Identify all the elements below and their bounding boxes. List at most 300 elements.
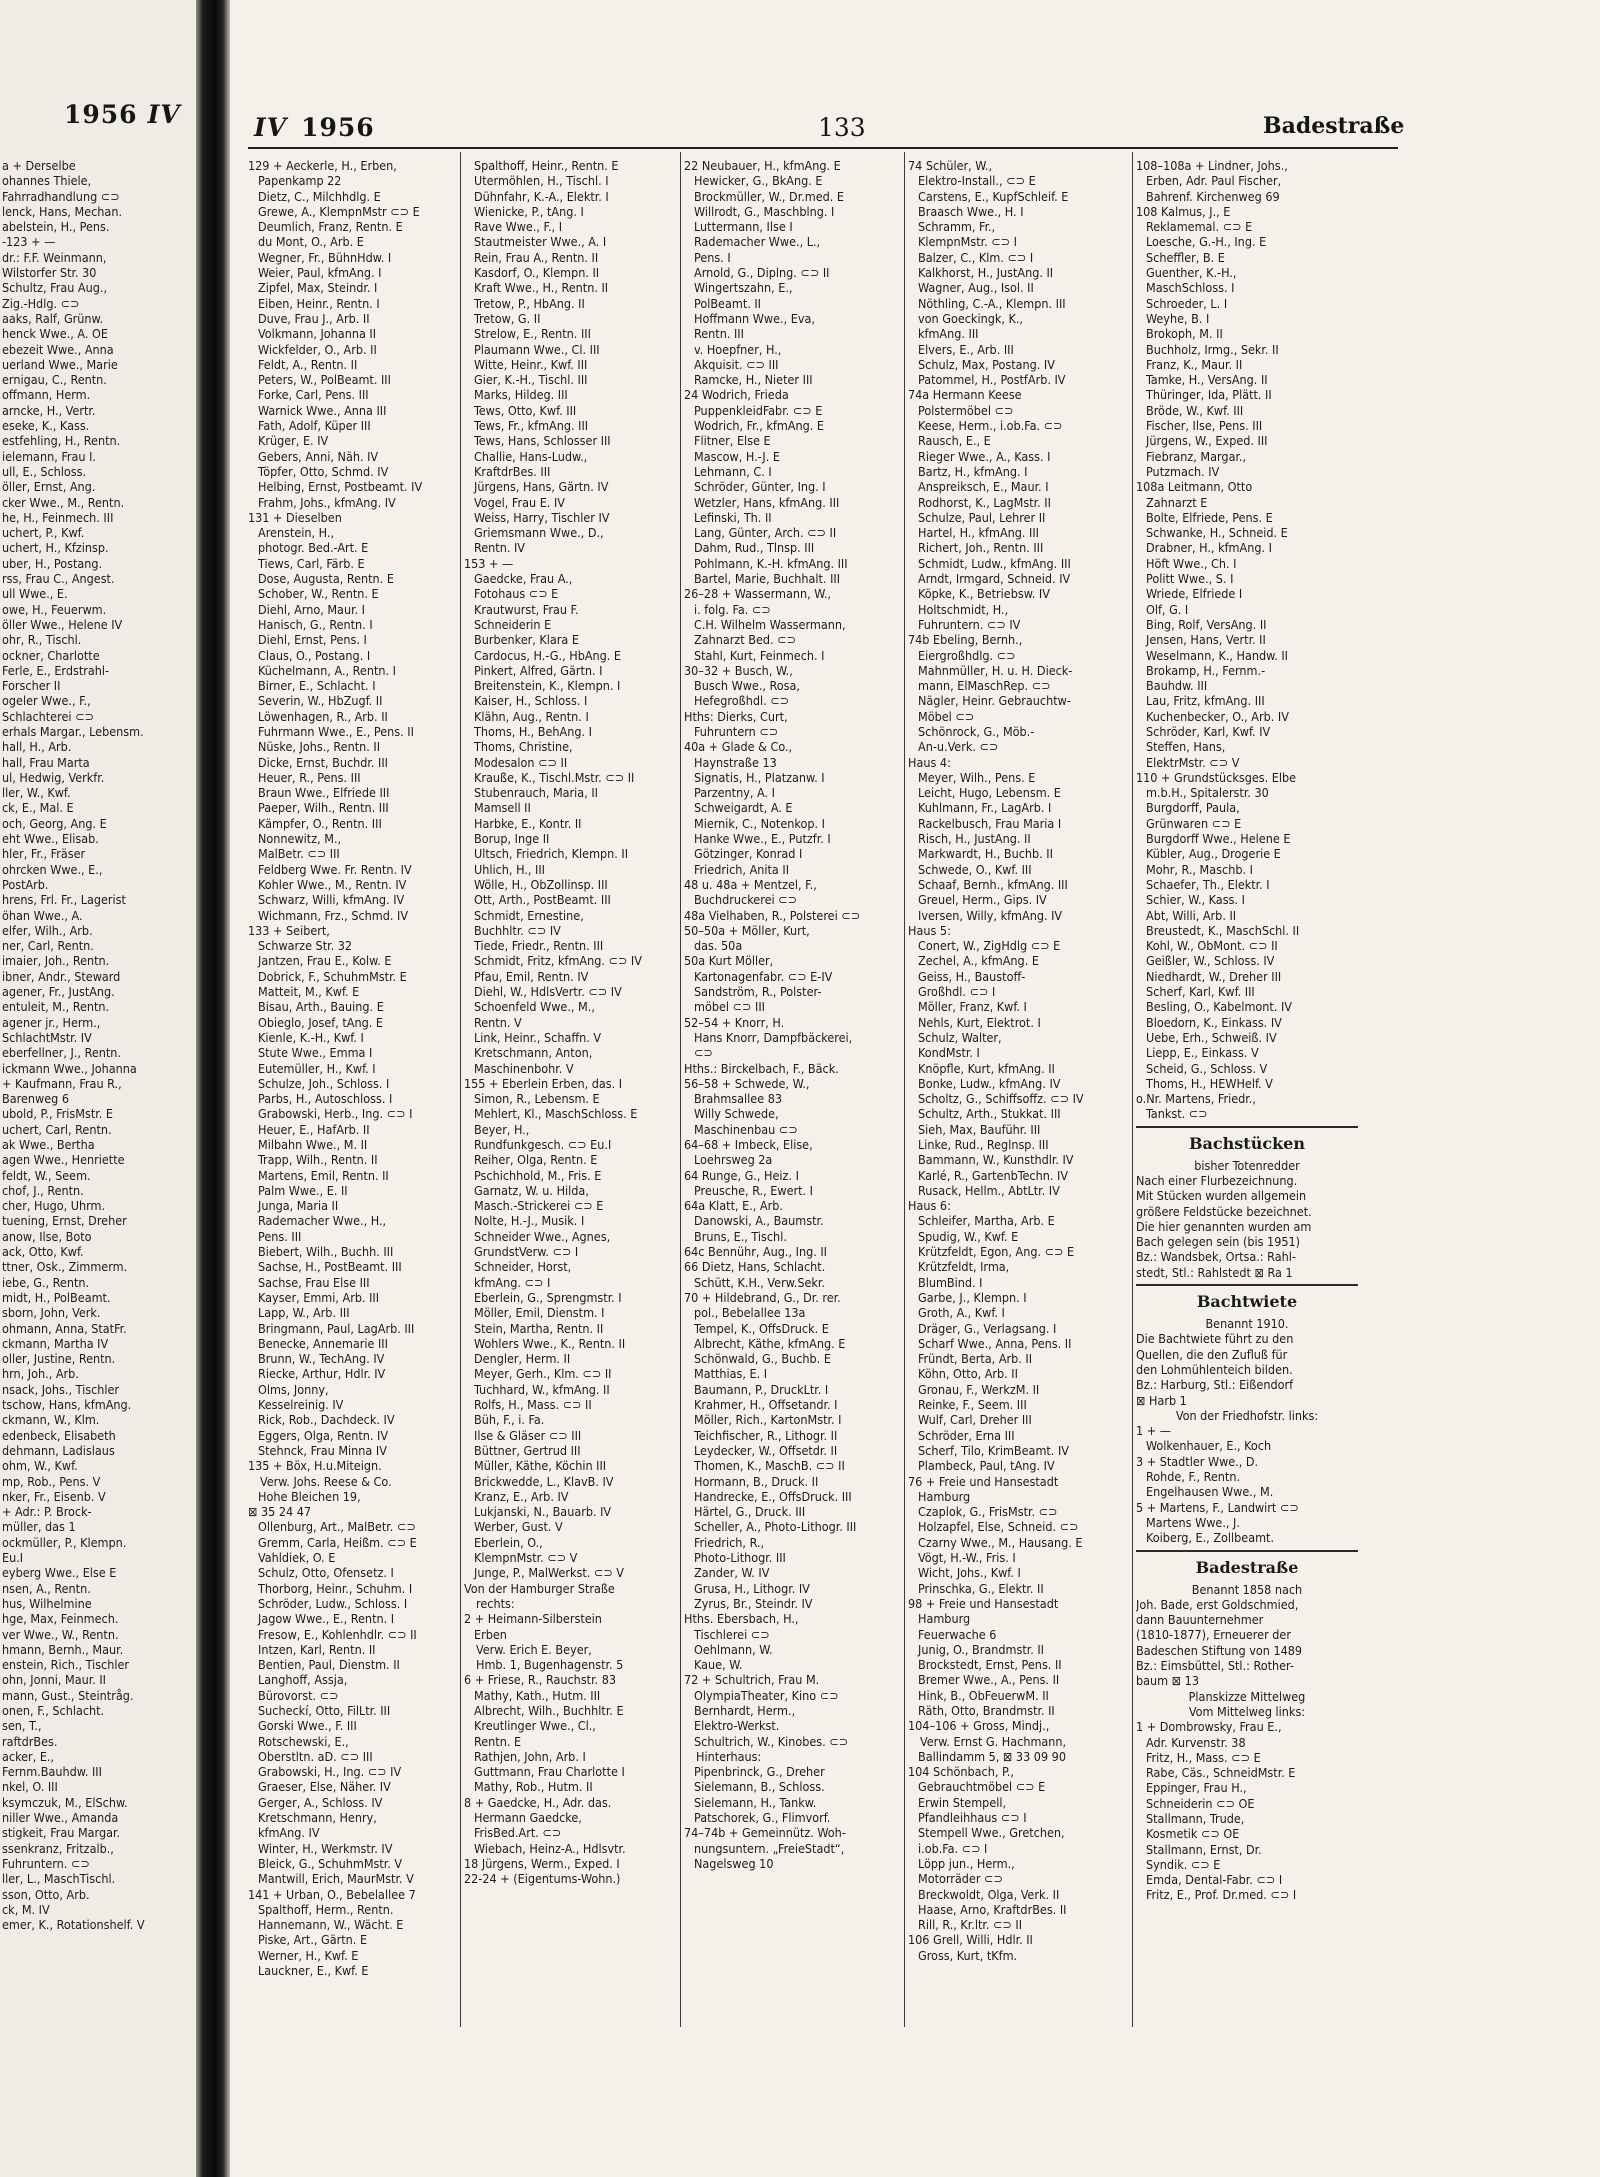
directory-entry-line: Warnick Wwe., Anna III [258, 402, 387, 418]
directory-entry-line: Patschorek, G., Flimvorf. [694, 1810, 831, 1826]
directory-entry-line: Pfandleihhaus ⊂⊃ I [918, 1810, 1027, 1826]
directory-entry-line: Link, Heinr., Schaffn. V [474, 1029, 602, 1045]
directory-entry-line: Arenstein, H., [258, 525, 335, 541]
directory-entry-line: Keese, Herm., i.ob.Fa. ⊂⊃ [918, 418, 1063, 434]
directory-entry-line: Rill, R., Kr.ltr. ⊂⊃ II [918, 1917, 1023, 1933]
directory-entry-line: Kasdorf, O., Klempn. II [474, 265, 600, 281]
directory-entry-line: Bach gelegen sein (bis 1951) [1136, 1234, 1301, 1250]
directory-entry-line: Hanisch, G., Rentn. I [258, 616, 373, 632]
directory-entry-line: Bruns, E., Tischl. [694, 1228, 787, 1244]
directory-entry-line: Götzinger, Konrad I [694, 846, 803, 862]
directory-entry-line: 70 + Hildebrand, G., Dr. rer. [684, 1289, 841, 1305]
directory-entry-line: Milbahn Wwe., M. II [258, 1137, 368, 1152]
directory-entry-line: Schier, W., Kass. I [1146, 892, 1245, 908]
directory-entry-line: Benannt 1910. [1205, 1316, 1289, 1332]
directory-entry-line: hmann, Bernh., Maur. [2, 1641, 124, 1657]
directory-entry-line: Schönrock, G., Möb.- [918, 723, 1035, 739]
directory-entry-line: arncke, H., Vertr. [2, 402, 96, 418]
directory-entry-line: größere Feldstücke bezeichnet. [1136, 1203, 1312, 1219]
directory-entry-line: Fuhruntern. ⊂⊃ IV [918, 616, 1021, 632]
directory-entry-line: Putzmach. IV [1146, 463, 1220, 479]
directory-entry-line: Küchelmann, A., Rentn. I [258, 662, 396, 678]
directory-entry-line: 74–74b + Gemeinnütz. Woh- [684, 1825, 846, 1841]
directory-entry-line: kfmAng. IV [258, 1825, 320, 1841]
directory-entry-line: Intzen, Karl, Rentn. II [258, 1641, 376, 1657]
directory-entry-line: Fründt, Berta, Arb. II [918, 1351, 1033, 1367]
directory-entry-line: Wagner, Aug., Isol. II [918, 280, 1034, 296]
directory-entry-line: 64 Runge, G., Heiz. I [684, 1167, 799, 1183]
directory-entry-line: Uhlich, H., III [474, 861, 545, 877]
directory-entry-line: Strelow, E., Rentn. III [474, 326, 591, 342]
directory-entry-line: Bing, Rolf, VersAng. II [1146, 616, 1267, 632]
directory-entry-line: 3 + Stadtler Wwe., D. [1136, 1453, 1259, 1469]
directory-entry-line: ubold, P., FrisMstr. E [2, 1106, 113, 1122]
directory-entry-line: Deumlich, Franz, Rentn. E [258, 219, 403, 235]
directory-entry-line: nsack, Johs., Tischler [2, 1381, 120, 1397]
directory-entry-line: Prinschka, G., Elektr. II [918, 1580, 1044, 1596]
directory-entry-line: Schwanke, H., Schneid. E [1146, 525, 1288, 541]
directory-entry-line: Wölle, H., ObZollinsp. III [474, 876, 608, 892]
directory-entry-line: Masch.-Strickerei ⊂⊃ E [474, 1198, 604, 1214]
directory-entry-line: Haus 4: [908, 754, 951, 770]
directory-entry-line: Fath, Adolf, Küper III [258, 418, 371, 434]
directory-entry-line: Biebert, Wilh., Buchh. III [258, 1244, 394, 1260]
directory-entry-line: Franz, K., Maur. II [1146, 356, 1243, 372]
directory-column-5 [1136, 158, 1358, 1988]
directory-entry-line: Stallmann, Trude, [1146, 1810, 1245, 1826]
directory-entry-line: 1 + — [1136, 1423, 1171, 1439]
directory-entry-line: Bz.: Eimsbüttel, Stl.: Rother- [1136, 1658, 1294, 1674]
directory-entry-line: Reinke, F., Seem. III [918, 1397, 1027, 1413]
directory-entry-line: acker, E., [2, 1748, 55, 1764]
directory-entry-line: dr.: F.F. Weinmann, [2, 249, 107, 265]
directory-entry-line: Barenweg 6 [2, 1091, 69, 1107]
directory-entry-line: Tretow, G. II [474, 310, 541, 326]
directory-entry-line: Kreutlinger Wwe., Cl., [474, 1718, 596, 1734]
directory-entry-line: Gremm, Carla, Heißm. ⊂⊃ E [258, 1534, 417, 1550]
directory-entry-line: FrisBed.Art. ⊂⊃ [474, 1825, 562, 1841]
directory-entry-line: Winter, H., Werkmstr. IV [258, 1840, 393, 1856]
directory-entry-line: Thomen, K., MaschB. ⊂⊃ II [694, 1458, 845, 1474]
directory-entry-line: 5 + Martens, F., Landwirt ⊂⊃ [1136, 1499, 1299, 1515]
left-header-year: 1956 [64, 100, 138, 129]
directory-entry-line: Rathjen, John, Arb. I [474, 1748, 586, 1764]
directory-entry-line: Gross, Kurt, tKfm. [918, 1947, 1018, 1963]
directory-entry-line: Verw. Ernst G. Hachmann, [920, 1733, 1067, 1749]
directory-entry-line: KlempnMstr. ⊂⊃ V [474, 1550, 578, 1566]
directory-entry-line: 6 + Friese, R., Rauchstr. 83 [464, 1672, 617, 1688]
directory-entry-line: Lehmann, C. I [694, 463, 772, 479]
directory-entry-line: Bammann, W., Kunsthdlr. IV [918, 1152, 1074, 1168]
directory-entry-line: Schwede, O., Kwf. III [918, 861, 1032, 877]
directory-entry-line: Dühnfahr, K.-A., Elektr. I [474, 188, 609, 204]
directory-entry-line: henck Wwe., A. OE [2, 326, 108, 342]
directory-entry-line: Forke, Carl, Pens. III [258, 387, 369, 403]
directory-entry-line: Dahm, Rud., Tlnsp. III [694, 540, 815, 556]
directory-entry-line: Erben, Adr. Paul Fischer, [1146, 173, 1282, 189]
directory-entry-line: Thoms, Christine, [474, 739, 573, 755]
directory-entry-line: Buchholz, Irmg., Sekr. II [1146, 341, 1279, 357]
directory-entry-line: Rabe, Cäs., SchneidMstr. E [1146, 1765, 1296, 1781]
directory-entry-line: Kraft Wwe., H., Rentn. II [474, 280, 609, 296]
directory-entry-line: Nehls, Kurt, Elektrot. I [918, 1014, 1041, 1030]
directory-entry-line: Grünwaren ⊂⊃ E [1146, 815, 1242, 831]
directory-entry-line: Kohler Wwe., M., Rentn. IV [258, 876, 407, 892]
directory-entry-line: Breckwoldt, Olga, Verk. II [918, 1886, 1060, 1902]
directory-entry-line: ⊠ Harb 1 [1136, 1392, 1187, 1408]
directory-entry-line: Buchdruckerei ⊂⊃ [694, 892, 798, 908]
directory-entry-line: Karlé, R., GartenbTechn. IV [918, 1167, 1069, 1183]
column-divider [904, 152, 905, 2027]
directory-entry-line: Wicht, Johs., Kwf. I [918, 1565, 1021, 1581]
directory-entry-line: Tiede, Friedr., Rentn. III [474, 938, 604, 954]
directory-entry-line: ck, M. IV [2, 1901, 50, 1917]
directory-entry-line: Scholtz, G., Schiffsoffz. ⊂⊃ IV [918, 1091, 1084, 1107]
directory-entry-line: Weiss, Harry, Tischler IV [474, 509, 610, 525]
directory-entry-line: 72 + Schultrich, Frau M. [684, 1672, 820, 1688]
directory-entry-line: mann, ElMaschRep. ⊂⊃ [918, 678, 1051, 694]
directory-entry-line: Beyer, H., [474, 1121, 530, 1137]
directory-entry-line: Papenkamp 22 [258, 173, 342, 189]
directory-entry-line: 56–58 + Schwede, W., [684, 1075, 810, 1091]
directory-entry-line: Helbing, Ernst, Postbeamt. IV [258, 479, 423, 495]
directory-entry-line: Die Bachtwiete führt zu den [1136, 1331, 1294, 1347]
directory-entry-line: Jantzen, Frau E., Kolw. E [258, 953, 392, 969]
directory-entry-line: Hohe Bleichen 19, [258, 1488, 361, 1504]
directory-entry-line: Schmidt, Fritz, kfmAng. ⊂⊃ IV [474, 953, 642, 969]
directory-entry-line: Brokoph, M. II [1146, 326, 1223, 342]
directory-entry-line: Severin, W., HbZugf. II [258, 693, 383, 709]
directory-entry-line: Buchhltr. ⊂⊃ IV [474, 922, 561, 938]
directory-entry-line: Sachse, H., PostBeamt. III [258, 1259, 402, 1275]
directory-entry-line: ohn, Jonni, Maur. II [2, 1672, 106, 1688]
directory-entry-line: 64a Klatt, E., Arb. [684, 1198, 783, 1214]
directory-entry-line: (1810-1877), Erneuerer der [1136, 1627, 1291, 1643]
directory-entry-line: Fritz, H., Mass. ⊂⊃ E [1146, 1749, 1261, 1765]
directory-entry-line: Photo-Lithogr. III [694, 1550, 786, 1566]
directory-entry-line: cher, Hugo, Uhrm. [2, 1198, 106, 1214]
directory-entry-line: offmann, Herm. [2, 387, 91, 403]
directory-entry-line: Stubenrauch, Maria, II [474, 785, 598, 801]
directory-entry-line: Mascow, H.-J. E [694, 448, 780, 464]
directory-entry-line: Die hier genannten wurden am [1136, 1218, 1312, 1234]
directory-entry-line: Schönwald, G., Buchb. E [694, 1351, 831, 1367]
directory-entry-line: Hmb. 1, Bugenhagenstr. 5 [476, 1657, 624, 1673]
section-rule [1136, 1550, 1358, 1552]
directory-entry-line: Jagow Wwe., E., Rentn. I [258, 1611, 395, 1627]
directory-entry-line: Grabowski, H., Ing. ⊂⊃ IV [258, 1764, 402, 1780]
directory-entry-line: Albrecht, Wilh., Buchhltr. E [474, 1702, 624, 1718]
directory-entry-line: 135 + Böx, H.u.Miteign. [248, 1458, 382, 1474]
directory-entry-line: Bernhardt, Herm., [694, 1702, 796, 1718]
directory-entry-line: Obieglo, Josef, tAng. E [258, 1014, 384, 1030]
directory-entry-line: Fernm.Bauhdw. III [2, 1764, 102, 1780]
directory-entry-line: ller, L., MaschTischl. [2, 1871, 116, 1887]
directory-entry-line: 98 + Freie und Hansestadt [908, 1595, 1059, 1611]
directory-entry-line: Eiergroßhdlg. ⊂⊃ [918, 647, 1016, 663]
directory-entry-line: Paeper, Wilh., Rentn. III [258, 800, 389, 816]
directory-entry-line: Hartel, H., kfmAng. III [918, 525, 1039, 541]
directory-entry-line: Eu.I [2, 1550, 24, 1566]
directory-entry-line: Forscher II [2, 678, 61, 694]
directory-entry-line: Zahnarzt E [1146, 494, 1208, 510]
directory-entry-line: Zig.-Hdlg. ⊂⊃ [2, 295, 80, 311]
directory-entry-line: ak Wwe., Bertha [2, 1137, 95, 1152]
directory-entry-line: das. 50a [694, 938, 743, 954]
directory-entry-line: Braasch Wwe., H. I [918, 203, 1024, 219]
directory-entry-line: Werber, Gust. V [474, 1519, 563, 1535]
directory-entry-line: Riecke, Arthur, Hdlr. IV [258, 1366, 386, 1382]
directory-entry-line: dehmann, Ladislaus [2, 1442, 115, 1458]
directory-entry-line: Sandström, R., Polster- [694, 984, 822, 1000]
directory-entry-line: Uebe, Erh., Schweiß. IV [1146, 1029, 1277, 1045]
directory-entry-line: Schulze, Joh., Schloss. I [258, 1075, 390, 1091]
directory-entry-line: Reiher, Olga, Rentn. E [474, 1152, 598, 1168]
directory-entry-line: Simon, R., Lebensm. E [474, 1091, 600, 1107]
directory-entry-line: Hths. Ebersbach, H., [684, 1611, 799, 1627]
directory-entry-line: Engelhausen Wwe., M. [1146, 1484, 1274, 1500]
directory-entry-line: ernigau, C., Rentn. [2, 372, 107, 388]
directory-entry-line: Kienle, K.-H., Kwf. I [258, 1029, 364, 1045]
directory-entry-line: Junge, P., MalWerkst. ⊂⊃ V [474, 1565, 624, 1581]
directory-entry-line: Besling, O., Kabelmont. IV [1146, 999, 1292, 1015]
directory-entry-line: Martens Wwe., J. [1146, 1514, 1240, 1530]
directory-entry-line: Geiss, H., Baustoff- [918, 968, 1026, 984]
directory-entry-line: Schroeder, L. I [1146, 295, 1228, 311]
directory-entry-line: Rentn. IV [474, 540, 525, 556]
directory-entry-line: photogr. Bed.-Art. E [258, 540, 369, 556]
directory-entry-line: Kesselreinig. IV [258, 1397, 344, 1413]
directory-entry-line: Eiben, Heinr., Rentn. I [258, 295, 380, 311]
directory-entry-line: 141 + Urban, O., Bebelallee 7 [248, 1886, 416, 1902]
directory-entry-line: Liepp, E., Einkass. V [1146, 1045, 1259, 1061]
directory-entry-line: Benecke, Annemarie III [258, 1335, 388, 1351]
directory-entry-line: chof, J., Rentn. [2, 1182, 84, 1198]
directory-entry-line: Gerger, A., Schloss. IV [258, 1794, 383, 1810]
directory-entry-line: Luttermann, Ilse I [694, 219, 793, 235]
directory-entry-line: ⊠ 35 24 47 [248, 1504, 312, 1520]
directory-entry-line: KlempnMstr. ⊂⊃ I [918, 234, 1017, 250]
directory-entry-line: hus, Wilhelmine [2, 1595, 92, 1611]
directory-entry-line: Rausch, E., E [918, 433, 991, 449]
directory-entry-line: Pens. I [694, 249, 731, 265]
directory-entry-line: mann, Gust., Steintråg. [2, 1687, 134, 1703]
directory-entry-line: 52–54 + Knorr, H. [684, 1014, 785, 1030]
directory-entry-line: Oberstltn. aD. ⊂⊃ III [258, 1748, 373, 1764]
directory-entry-line: C.H. Wilhelm Wassermann, [694, 616, 846, 632]
directory-entry-line: Ilse & Gläser ⊂⊃ III [474, 1427, 582, 1443]
directory-entry-line: Mathy, Kath., Hutm. III [474, 1687, 601, 1703]
directory-entry-line: Parzentny, A. I [694, 785, 775, 801]
directory-entry-line: Guttmann, Frau Charlotte I [474, 1764, 625, 1780]
directory-entry-line: Syndik. ⊂⊃ E [1146, 1856, 1221, 1872]
directory-entry-line: Spalthoff, Herm., Rentn. [258, 1901, 394, 1917]
directory-entry-line: Graeser, Else, Näher. IV [258, 1779, 391, 1795]
directory-entry-line: 104–106 + Gross, Mindj., [908, 1718, 1050, 1734]
directory-entry-line: Elvers, E., Arb. III [918, 341, 1014, 357]
directory-entry-line: Hormann, B., Druck. II [694, 1473, 819, 1489]
directory-entry-line: Feldt, A., Rentn. II [258, 356, 358, 372]
directory-entry-line: Rentn. III [694, 326, 744, 342]
directory-entry-line: Rusack, Hellm., AbtLtr. IV [918, 1182, 1060, 1198]
directory-entry-line: ielemann, Frau I. [2, 448, 96, 464]
directory-entry-line: Pschichhold, M., Fris. E [474, 1167, 602, 1183]
street-running-head: Badestraße [1263, 113, 1405, 139]
directory-entry-line: 50a Kurt Möller, [684, 953, 774, 969]
column-divider [1132, 152, 1133, 2027]
directory-entry-line: cker Wwe., M., Rentn. [2, 494, 125, 510]
directory-entry-line: Räth, Otto, Brandmstr. II [918, 1702, 1055, 1718]
directory-entry-line: Schulze, Paul, Lehrer II [918, 509, 1046, 525]
directory-entry-line: Steffen, Hans, [1146, 739, 1226, 755]
directory-entry-line: Loesche, G.-H., Ing. E [1146, 234, 1267, 250]
directory-entry-line: ul, Hedwig, Verkfr. [2, 769, 105, 785]
directory-entry-line: o.Nr. Martens, Friedr., [1136, 1091, 1256, 1107]
directory-entry-line: ller, W., Kwf. [2, 785, 71, 801]
directory-entry-line: Breustedt, K., MaschSchl. II [1146, 922, 1300, 938]
directory-entry-line: edenbeck, Elisabeth [2, 1427, 116, 1443]
directory-entry-line: PuppenkleidFabr. ⊂⊃ E [694, 402, 823, 418]
directory-entry-line: Rohde, F., Rentn. [1146, 1469, 1241, 1485]
directory-entry-line: 76 + Freie und Hansestadt [908, 1473, 1059, 1489]
directory-entry-line: Hamburg [918, 1611, 971, 1627]
directory-entry-line: Garnatz, W. u. Hilda, [474, 1182, 589, 1198]
directory-entry-line: i.ob.Fa. ⊂⊃ I [918, 1840, 988, 1856]
directory-entry-line: Risch, H., JustAng. II [918, 831, 1031, 847]
directory-entry-line: nker, Fr., Eisenb. V [2, 1488, 106, 1504]
directory-entry-line: KondMstr. I [918, 1045, 980, 1061]
directory-entry-line: -123 + — [2, 234, 56, 250]
directory-entry-line: Rademacher Wwe., H., [258, 1213, 387, 1229]
directory-entry-line: v. Hoepfner, H., [694, 341, 782, 357]
directory-entry-line: Verw. Johs. Reese & Co. [260, 1473, 392, 1489]
directory-entry-line: Möller, Franz, Kwf. I [918, 999, 1027, 1015]
directory-entry-line: Parbs, H., Autoschloss. I [258, 1091, 393, 1107]
directory-entry-line: Meyer, Wilh., Pens. E [918, 769, 1036, 785]
directory-entry-line: Wickfelder, O., Arb. II [258, 341, 377, 357]
directory-entry-line: Sucheckí, Otto, FilLtr. III [258, 1702, 391, 1718]
directory-entry-line: rss, Frau C., Angest. [2, 571, 115, 587]
directory-entry-line: Linke, Rud., Reglnsp. III [918, 1137, 1049, 1152]
directory-entry-line: entuleit, M., Rentn. [2, 999, 110, 1015]
directory-entry-line: Junig, O., Brandmstr. II [918, 1641, 1044, 1657]
directory-entry-line: Weyhe, B. I [1146, 310, 1210, 326]
directory-entry-line: imaier, Joh., Rentn. [2, 953, 110, 969]
directory-entry-line: Busch Wwe., Rosa, [694, 678, 800, 694]
directory-entry-line: Von der Hamburger Straße [464, 1580, 615, 1596]
directory-entry-line: Schröder, Günter, Ing. I [694, 479, 826, 495]
directory-entry-line: Krautwurst, Frau F. [474, 601, 579, 617]
directory-entry-line: Brunn, W., TechAng. IV [258, 1351, 385, 1367]
directory-entry-line: baum ⊠ 13 [1136, 1673, 1199, 1689]
directory-entry-line: öller Wwe., Helene IV [2, 616, 123, 632]
directory-entry-line: Wingertszahn, E., [694, 280, 793, 296]
directory-entry-line: Krützfeldt, Irma, [918, 1259, 1010, 1275]
directory-entry-line: uerland Wwe., Marie [2, 356, 118, 372]
directory-entry-line: Stempell Wwe., Gretchen, [918, 1825, 1065, 1841]
directory-entry-line: ockner, Charlotte [2, 647, 100, 663]
directory-entry-line: Bonke, Ludw., kfmAng. IV [918, 1075, 1061, 1091]
directory-entry-line: erhals Margar., Lebensm. [2, 723, 144, 739]
directory-entry-line: öhan Wwe., A. [2, 907, 83, 923]
directory-entry-line: 18 Jürgens, Werm., Exped. I [464, 1855, 620, 1871]
directory-entry-line: Tews, Fr., kfmAng. III [474, 418, 589, 434]
directory-entry-line: Mathy, Rob., Hutm. II [474, 1779, 593, 1795]
directory-entry-line: nkel, O. III [2, 1779, 58, 1795]
directory-entry-line: Tankst. ⊂⊃ [1146, 1106, 1208, 1122]
directory-entry-line: 40a + Glade & Co., [684, 739, 793, 755]
directory-entry-line: Maschinenbau ⊂⊃ [694, 1121, 798, 1137]
directory-entry-line: Motorräder ⊂⊃ [918, 1871, 1003, 1887]
directory-entry-line: Bringmann, Paul, LagArb. III [258, 1320, 415, 1336]
directory-entry-line: abelstein, H., Pens. [2, 219, 110, 235]
directory-entry-line: Burgdorff Wwe., Helene E [1146, 831, 1291, 847]
directory-entry-line: Willrodt, G., Maschblng. I [694, 203, 835, 219]
directory-entry-line: Richert, Joh., Rentn. III [918, 540, 1044, 556]
directory-entry-line: Schneiderin ⊂⊃ OE [1146, 1795, 1255, 1811]
directory-entry-line: Challie, Hans-Ludw., [474, 448, 588, 464]
directory-entry-line: Mahnmüller, H. u. H. Dieck- [918, 662, 1073, 678]
directory-entry-line: Pohlmann, K.-H. kfmAng. III [694, 555, 848, 571]
directory-entry-line: Patommel, H., PostfArb. IV [918, 372, 1066, 388]
directory-entry-line: PolBeamt. II [694, 295, 761, 311]
directory-entry-line: Sieh, Max, Bauführ. III [918, 1121, 1041, 1137]
column-divider [680, 152, 681, 2027]
directory-entry-line: 129 + Aeckerle, H., Erben, [248, 158, 397, 173]
directory-entry-line: Hinterhaus: [696, 1748, 762, 1764]
directory-entry-line: Schulz, Otto, Ofensetz. I [258, 1565, 394, 1581]
directory-entry-line: Wodrich, Fr., kfmAng. E [694, 418, 824, 434]
directory-entry-line: Schultz, Arth., Stukkat. III [918, 1106, 1061, 1122]
directory-entry-line: Wiebach, Heinz-A., Hdlsvtr. [474, 1840, 626, 1856]
directory-entry-line: Pipenbrinck, G., Dreher [694, 1764, 825, 1780]
directory-entry-line: Niedhardt, W., Dreher III [1146, 968, 1282, 984]
directory-entry-line: Abt, Willi, Arb. II [1146, 907, 1237, 923]
directory-entry-line: Heuer, E., HafArb. II [258, 1121, 370, 1137]
directory-entry-line: hrens, Frl. Fr., Lagerist [2, 892, 126, 908]
directory-entry-line: Fotohaus ⊂⊃ E [474, 586, 559, 602]
directory-entry-line: ebezeit Wwe., Anna [2, 341, 114, 357]
directory-entry-line: Rein, Frau A., Rentn. II [474, 249, 599, 265]
directory-entry-line: Vahldiek, O. E [258, 1550, 336, 1566]
directory-entry-line: Schleifer, Martha, Arb. E [918, 1213, 1055, 1229]
directory-entry-line: Scheid, G., Schloss. V [1146, 1060, 1268, 1076]
directory-entry-line: Bentien, Paul, Dienstm. II [258, 1657, 400, 1673]
directory-entry-line: Stute Wwe., Emma I [258, 1045, 373, 1061]
directory-entry-line: ohannes Thiele, [2, 173, 92, 189]
directory-entry-line: Feuerwache 6 [918, 1626, 997, 1642]
directory-entry-line: Lauckner, E., Kwf. E [258, 1963, 369, 1979]
directory-entry-line: Grewe, A., KlempnMstr ⊂⊃ E [258, 203, 420, 219]
page-number: 133 [818, 113, 866, 142]
directory-entry-line: Arndt, Irmgard, Schneid. IV [918, 571, 1071, 587]
directory-entry-line: lenck, Hans, Mechan. [2, 203, 123, 219]
directory-entry-line: Kuhlmann, Fr., LagArb. I [918, 800, 1052, 816]
directory-entry-line: Kübler, Aug., Drogerie E [1146, 846, 1281, 862]
directory-entry-line: rechts: [476, 1595, 515, 1611]
directory-entry-line: estfehling, H., Rentn. [2, 433, 121, 449]
directory-entry-line: 153 + — [464, 555, 514, 571]
directory-entry-line: Arnold, G., Diplng. ⊂⊃ II [694, 265, 830, 281]
directory-entry-line: Bz.: Wandsbek, Ortsa.: Rahl- [1136, 1249, 1296, 1265]
directory-entry-line: Kaue, W. [694, 1657, 743, 1673]
directory-entry-line: midt, H., PolBeamt. [2, 1289, 111, 1305]
directory-entry-line: Rentn. V [474, 1014, 522, 1030]
directory-entry-line: Polstermöbel ⊂⊃ [918, 402, 1014, 418]
directory-entry-line: Köpke, K., Betriebsw. IV [918, 586, 1050, 602]
directory-entry-line: Zechel, A., kfmAng. E [918, 953, 1039, 969]
directory-entry-line: Scherf, Karl, Kwf. III [1146, 984, 1255, 1000]
